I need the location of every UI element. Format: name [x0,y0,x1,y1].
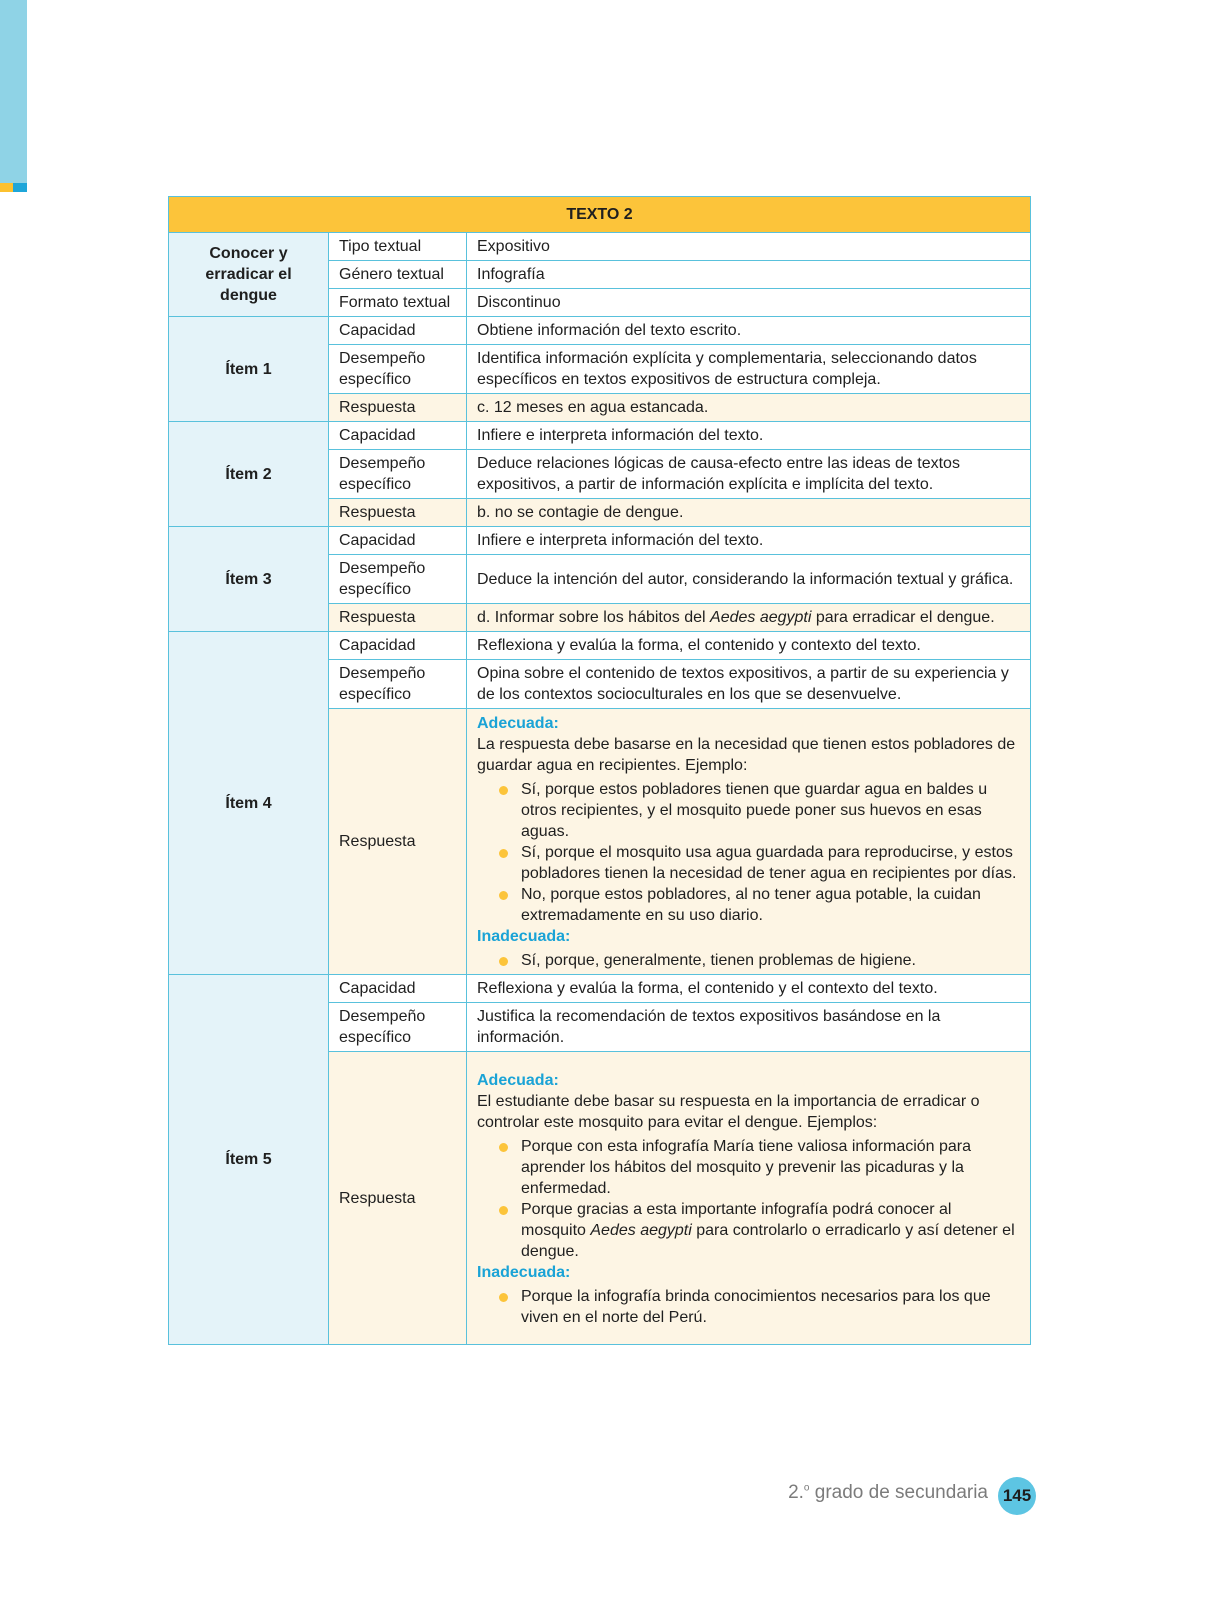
list-item: Sí, porque, generalmente, tienen problemas de higiene. [499,950,1020,971]
inadecuada-list [477,1286,1020,1328]
capacidad-label: Capacidad [329,527,467,555]
table-row [169,975,1031,1003]
grade-number: 2. [788,1482,804,1503]
capacidad-label: Capacidad [329,975,467,1003]
item-label: Ítem 1 [169,317,329,422]
capacidad-value: Infiere e interpreta información del texto. [467,527,1031,555]
adecuada-heading: Adecuada: [477,715,559,732]
capacidad-label: Capacidad [329,317,467,345]
respuesta-label: Respuesta [329,1052,467,1345]
row-label: Formato textual [329,289,467,317]
table-header-row [169,197,1031,233]
desempeno-value: Identifica información explícita y complementaria, seleccionando datos específicos en textos expositivos de estructura compleja. [467,345,1031,394]
adecuada-text: La respuesta debe basarse en la necesidad que tienen estos pobladores de guardar agua en recipientes. Ejemplo: [477,736,1016,774]
footer-grade [760,1482,988,1504]
desempeno-value: Justifica la recomendación de textos expositivos basándose en la información. [467,1003,1031,1052]
item-label: Ítem 3 [169,527,329,632]
respuesta-value: b. no se contagie de dengue. [467,499,1031,527]
page-number: 145 [998,1477,1036,1515]
side-bar-accent-blue [13,183,27,192]
list-item: No, porque estos pobladores, al no tener agua potable, la cuidan extremadamente en su uso diario. [499,884,1020,926]
side-bar-decoration [0,0,27,183]
respuesta-label: Respuesta [329,394,467,422]
item-label: Ítem 2 [169,422,329,527]
desempeno-value: Opina sobre el contenido de textos expositivos, a partir de su experiencia y de los contextos socioculturales en los que se desenvuelve. [467,660,1031,709]
desempeno-value: Deduce la intención del autor, considerando la información textual y gráfica. [467,555,1031,604]
table-row [169,527,1031,555]
desempeno-label: Desempeño específico [329,345,467,394]
table-row [169,422,1031,450]
row-value: Discontinuo [467,289,1031,317]
side-bar-accent-yellow [0,183,13,192]
capacidad-label: Capacidad [329,632,467,660]
respuesta-value [467,604,1031,632]
list-item [499,1199,1020,1262]
grade-ordinal: o [803,1482,810,1494]
respuesta-text: para erradicar el dengue. [811,609,995,626]
desempeno-label: Desempeño específico [329,450,467,499]
desempeno-label: Desempeño específico [329,660,467,709]
respuesta-value [467,1052,1031,1345]
evaluation-table [168,196,1031,1345]
adecuada-heading: Adecuada: [477,1072,559,1089]
list-item: Sí, porque estos pobladores tienen que guardar agua en baldes u otros recipientes, y el mosquito puede poner sus huevos en esas aguas. [499,779,1020,842]
list-item: Porque con esta infografía María tiene valiosa información para aprender los hábitos del mosquito y prevenir las picaduras y la enfermedad. [499,1136,1020,1199]
respuesta-label: Respuesta [329,709,467,975]
bullet-text: Porque gracias a esta importante infografía podrá conocer al mosquito [521,1201,952,1239]
desempeno-value: Deduce relaciones lógicas de causa-efecto entre las ideas de textos expositivos, a partir de información explícita e implícita del texto. [467,450,1031,499]
desempeno-label: Desempeño específico [329,1003,467,1052]
row-label: Tipo textual [329,233,467,261]
respuesta-value [467,709,1031,975]
bullet-text: para controlarlo o erradicarlo y así detener el dengue. [521,1222,1015,1260]
capacidad-value: Infiere e interpreta información del texto. [467,422,1031,450]
respuesta-text: d. Informar sobre los hábitos del [477,609,711,626]
table-row [169,233,1031,261]
item-label: Ítem 4 [169,632,329,975]
intro-label: Conocer y erradicar el dengue [169,233,329,317]
grade-text: grado de secundaria [809,1482,988,1503]
capacidad-label: Capacidad [329,422,467,450]
respuesta-label: Respuesta [329,604,467,632]
adecuada-list [477,1136,1020,1262]
respuesta-label: Respuesta [329,499,467,527]
species-name: Aedes aegypti [710,609,812,626]
row-value: Expositivo [467,233,1031,261]
species-name: Aedes aegypti [590,1222,692,1239]
inadecuada-list [477,950,1020,971]
capacidad-value: Reflexiona y evalúa la forma, el contenido y el contexto del texto. [467,975,1031,1003]
item-label: Ítem 5 [169,975,329,1345]
capacidad-value: Obtiene información del texto escrito. [467,317,1031,345]
row-label: Género textual [329,261,467,289]
desempeno-label: Desempeño específico [329,555,467,604]
list-item: Porque la infografía brinda conocimientos necesarios para los que viven en el norte del Perú. [499,1286,1020,1328]
table-row [169,632,1031,660]
adecuada-text: El estudiante debe basar su respuesta en la importancia de erradicar o controlar este mosquito para evitar el dengue. Ejemplos: [477,1093,980,1131]
respuesta-value: c. 12 meses en agua estancada. [467,394,1031,422]
row-value: Infografía [467,261,1031,289]
table-title: TEXTO 2 [169,197,1031,233]
inadecuada-heading: Inadecuada: [477,1264,571,1281]
table-row [169,317,1031,345]
list-item: Sí, porque el mosquito usa agua guardada para reproducirse, y estos pobladores tienen la necesidad de tener agua en recipientes por días. [499,842,1020,884]
capacidad-value: Reflexiona y evalúa la forma, el contenido y contexto del texto. [467,632,1031,660]
inadecuada-heading: Inadecuada: [477,928,571,945]
adecuada-list [477,779,1020,926]
